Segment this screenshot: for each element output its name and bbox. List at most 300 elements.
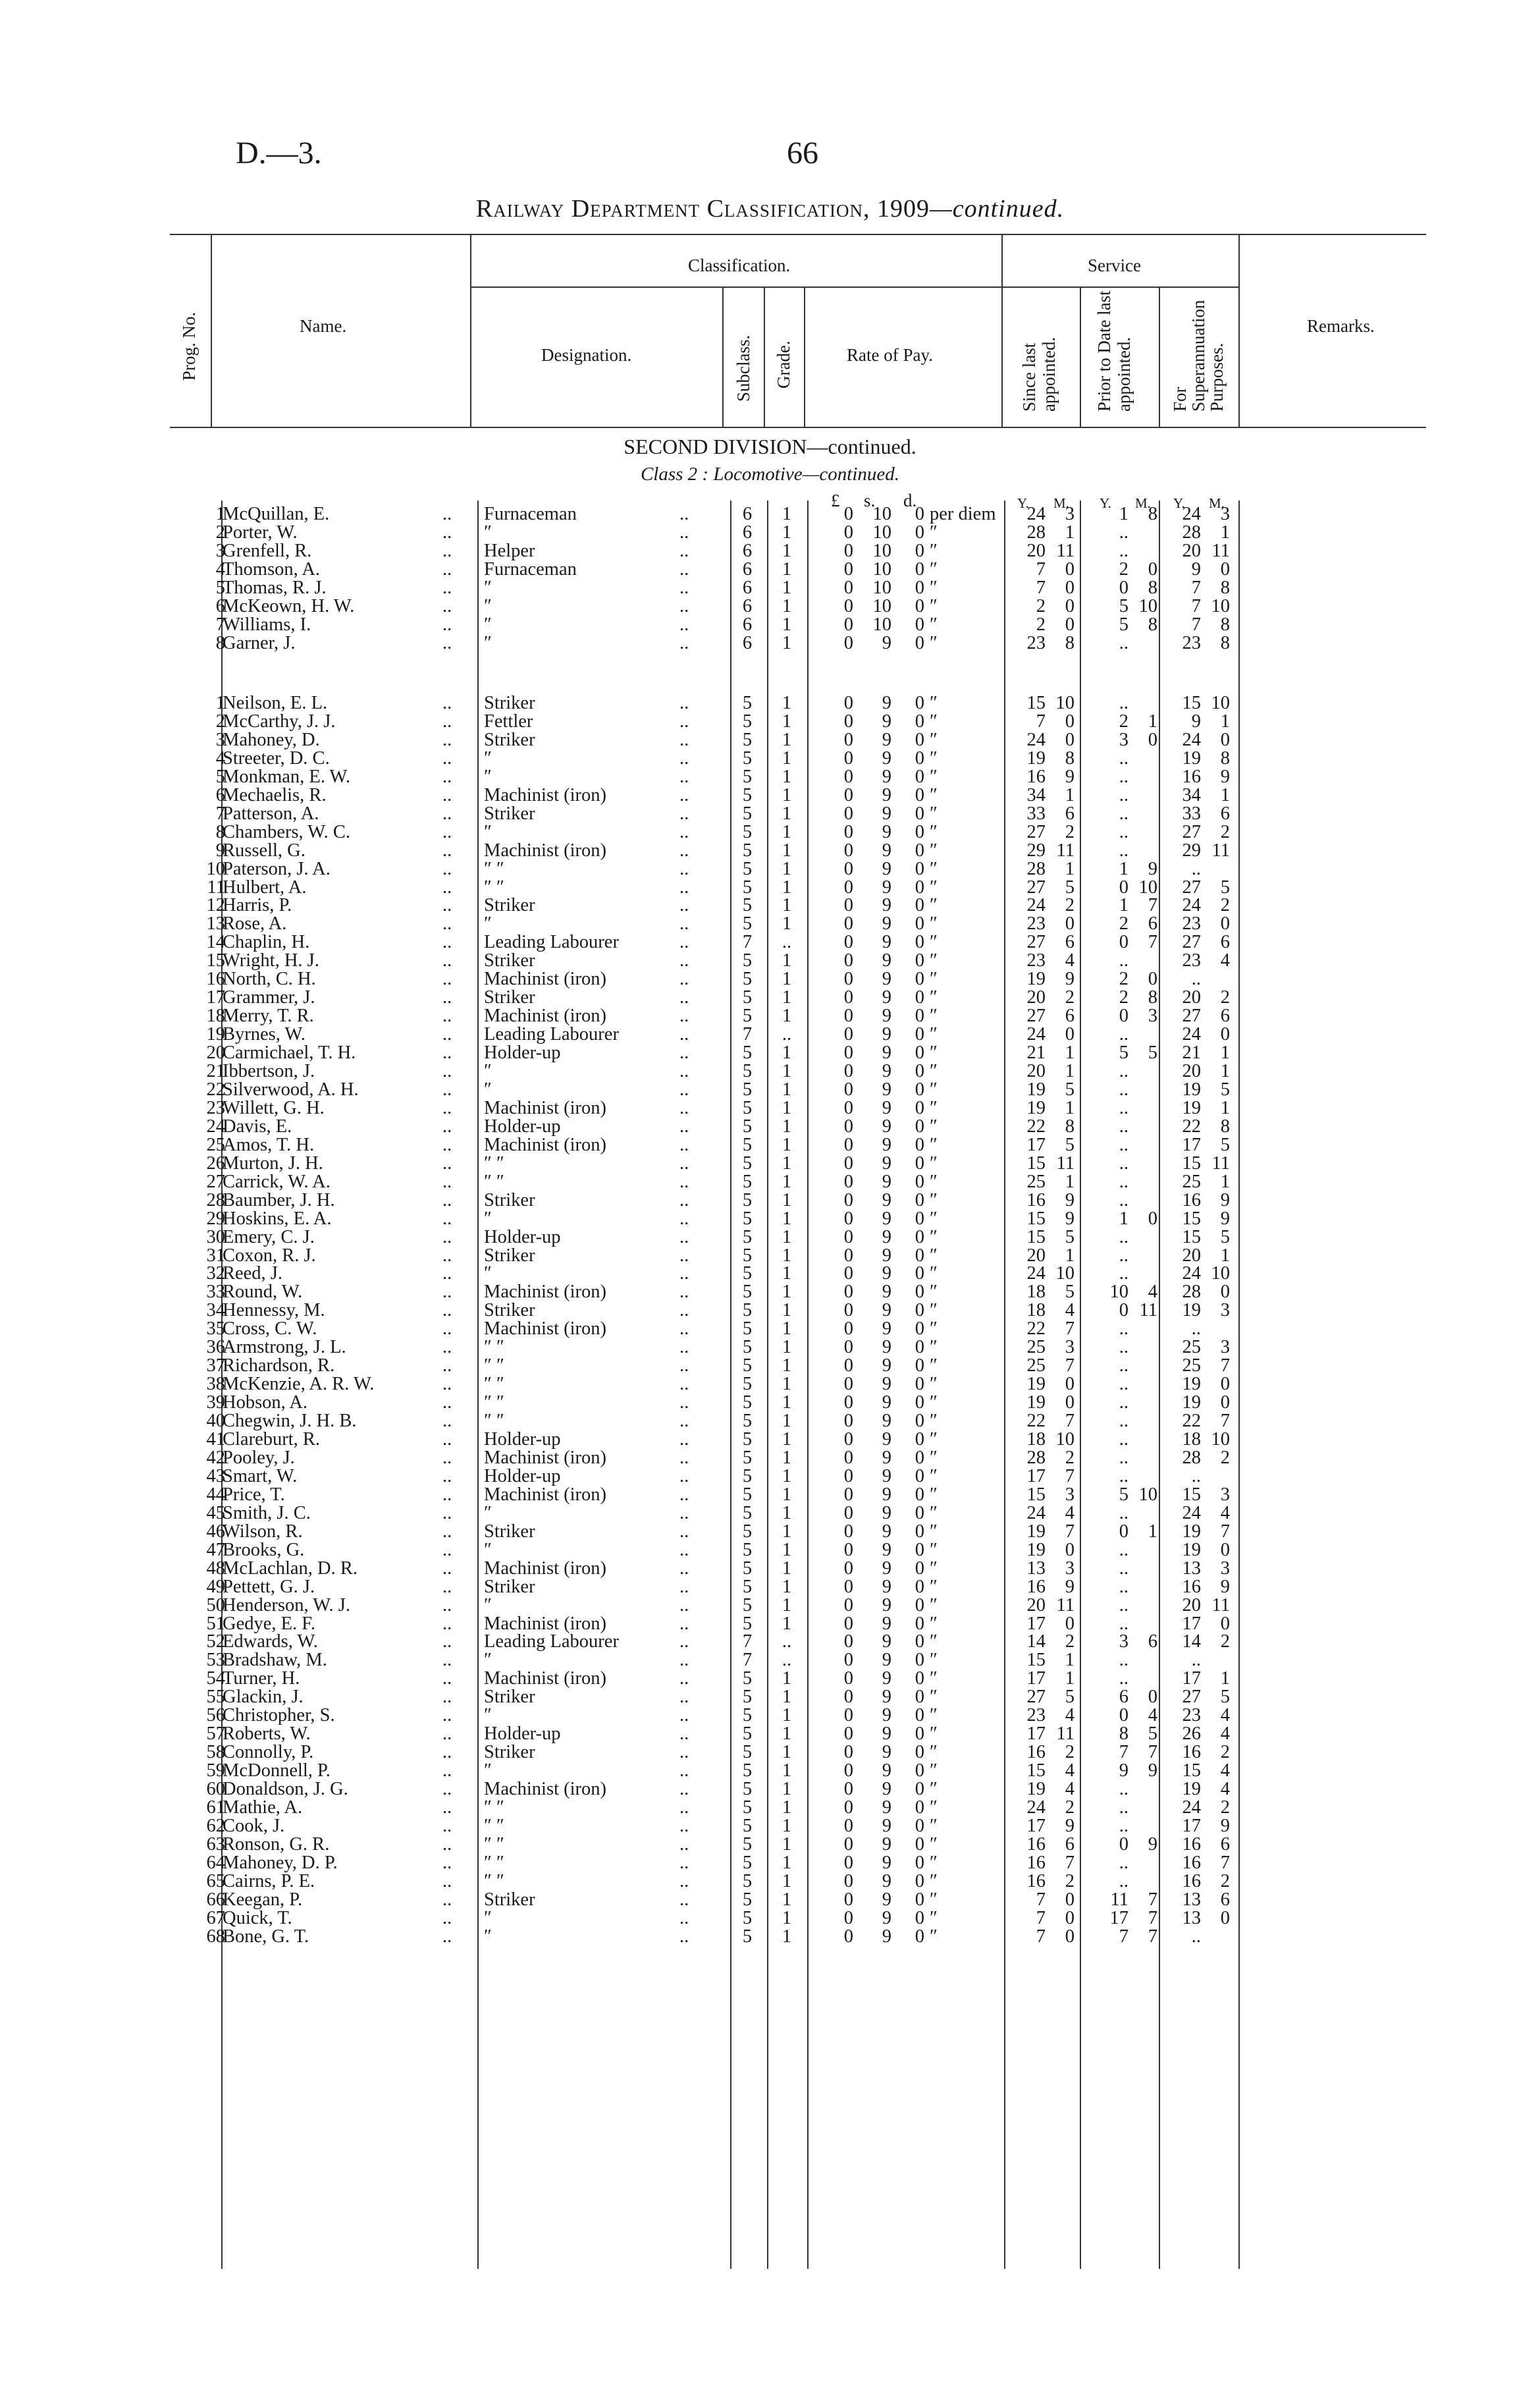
pay-shillings-cell: 9: [882, 1337, 891, 1358]
prior-months-cell: 11: [1139, 1300, 1157, 1321]
super-years-cell: 19: [1182, 1300, 1201, 1321]
name-cell: Richardson, R.: [223, 1355, 335, 1376]
prog-no-cell: 40: [206, 1411, 225, 1432]
since-years-cell: 16: [1026, 1189, 1046, 1210]
pay-pence-cell: 0: [915, 858, 924, 879]
pay-pounds-cell: 0: [843, 913, 853, 935]
prior-months-cell: 0: [1148, 1208, 1157, 1229]
pay-pence-cell: 0: [915, 693, 924, 713]
pay-period-cell: ″: [930, 1374, 938, 1395]
pay-shillings-cell: 9: [882, 766, 891, 787]
pay-period-cell: ″: [930, 821, 938, 842]
subclass-cell: 5: [742, 1594, 753, 1615]
name-cell: McKenzie, A. R. W.: [223, 1374, 375, 1395]
grade-cell: 1: [782, 1447, 792, 1468]
super-years-cell: 28: [1182, 522, 1201, 543]
since-years-cell: 22: [1026, 1411, 1046, 1432]
pay-pence-cell: 0: [915, 1392, 924, 1413]
pay-pounds-cell: 0: [843, 1613, 853, 1634]
designation-cell: ″: [484, 1705, 492, 1726]
leader-dots: ..: [442, 614, 452, 635]
super-months-cell: 2: [1220, 895, 1230, 916]
since-months-cell: 0: [1065, 558, 1075, 580]
grade-cell: 1: [782, 1668, 792, 1689]
prog-no-cell: 43: [206, 1465, 225, 1486]
prior-years-cell: ..: [1119, 1134, 1128, 1155]
grade-cell: 1: [782, 540, 792, 561]
leader-dots: ..: [442, 1116, 452, 1137]
since-years-cell: 16: [1026, 1870, 1046, 1891]
pay-pence-cell: 0: [915, 1043, 924, 1064]
name-cell: Ibbertson, J.: [223, 1061, 315, 1081]
name-cell: Hoskins, E. A.: [223, 1208, 332, 1229]
prior-years-cell: 17: [1109, 1907, 1128, 1928]
prior-years-cell: ..: [1119, 1318, 1128, 1340]
leader-dots: ..: [679, 877, 689, 898]
prior-months-cell: 5: [1148, 1043, 1157, 1064]
super-months-cell: 8: [1220, 1116, 1230, 1137]
since-months-cell: 11: [1056, 1594, 1075, 1615]
designation-cell: Striker: [484, 1742, 535, 1763]
col-superannuation: [1171, 286, 1227, 412]
leader-dots: ..: [442, 1926, 452, 1947]
super-years-cell: 19: [1182, 1392, 1201, 1413]
super-months-cell: 8: [1220, 632, 1230, 653]
super-years-cell: 15: [1182, 1153, 1201, 1174]
pay-period-cell: ″: [930, 1226, 938, 1247]
super-years-cell: 28: [1182, 1447, 1201, 1468]
since-months-cell: 11: [1056, 1153, 1075, 1174]
super-years-cell: ..: [1191, 969, 1201, 990]
name-cell: McDonnell, P.: [223, 1760, 331, 1781]
pay-shillings-cell: 10: [872, 595, 891, 616]
pay-pounds-cell: 0: [843, 747, 853, 769]
pay-pounds-cell: 0: [843, 693, 853, 713]
leader-dots: ..: [679, 1171, 689, 1192]
since-months-cell: 1: [1065, 858, 1075, 879]
grade-cell: 1: [782, 1411, 792, 1432]
name-cell: Carrick, W. A.: [223, 1171, 331, 1192]
since-years-cell: 20: [1026, 540, 1046, 561]
prior-years-cell: ..: [1119, 1263, 1128, 1284]
since-years-cell: 22: [1026, 1318, 1046, 1340]
super-months-cell: 5: [1220, 1226, 1230, 1247]
pay-shillings-cell: 9: [882, 1723, 891, 1745]
since-months-cell: 3: [1065, 1337, 1075, 1358]
pay-pounds-cell: 0: [843, 1374, 853, 1395]
super-years-cell: 19: [1182, 747, 1201, 769]
pay-shillings-cell: 9: [882, 693, 891, 713]
since-years-cell: 7: [1036, 577, 1046, 598]
super-months-cell: 1: [1220, 1245, 1230, 1266]
grade-cell: 1: [782, 693, 792, 713]
pay-pence-cell: 0: [915, 1613, 924, 1634]
prog-no-cell: 18: [206, 1006, 225, 1027]
leader-dots: ..: [442, 1705, 452, 1726]
since-years-cell: 27: [1026, 932, 1046, 953]
pay-pence-cell: 0: [915, 1134, 924, 1155]
pay-pence-cell: 0: [915, 803, 924, 824]
pay-shillings-cell: 9: [882, 1594, 891, 1615]
subclass-cell: 5: [742, 1558, 753, 1579]
pay-pounds-cell: 0: [843, 1889, 853, 1910]
pay-pence-cell: 0: [915, 1006, 924, 1027]
super-months-cell: 4: [1220, 950, 1230, 971]
since-years-cell: 24: [1026, 1263, 1046, 1284]
prior-years-cell: ..: [1119, 693, 1128, 713]
pay-shillings-cell: 9: [882, 1061, 891, 1081]
designation-cell: ″: [484, 1539, 492, 1560]
leader-dots: ..: [679, 1411, 689, 1432]
subclass-cell: 5: [742, 858, 753, 879]
name-cell: Silverwood, A. H.: [223, 1079, 359, 1100]
prior-years-cell: 0: [1119, 1006, 1128, 1027]
pay-shillings-cell: 9: [882, 1521, 891, 1542]
prog-no-cell: 4: [215, 747, 225, 769]
pay-pence-cell: 0: [915, 1852, 924, 1873]
name-cell: Mahoney, D. P.: [223, 1852, 338, 1873]
pay-pence-cell: 0: [915, 1521, 924, 1542]
super-months-cell: 9: [1220, 1576, 1230, 1597]
super-years-cell: 17: [1182, 1134, 1201, 1155]
grade-cell: 1: [782, 858, 792, 879]
prior-years-cell: ..: [1119, 1079, 1128, 1100]
since-months-cell: 0: [1065, 595, 1075, 616]
prog-no-cell: 32: [206, 1263, 225, 1284]
pay-pence-cell: 0: [915, 895, 924, 916]
since-months-cell: 3: [1065, 1484, 1075, 1505]
col-rate-of-pay: Rate of Pay.: [847, 345, 933, 365]
since-years-cell: 22: [1026, 1116, 1046, 1137]
subclass-cell: 5: [742, 895, 753, 916]
super-months-cell: 1: [1220, 1061, 1230, 1081]
subclass-cell: 5: [742, 1263, 753, 1284]
name-cell: Bone, G. T.: [223, 1926, 309, 1947]
pay-pence-cell: 0: [915, 1411, 924, 1432]
since-months-cell: 0: [1065, 1889, 1075, 1910]
unit-months-3: M.: [1209, 495, 1225, 511]
pay-shillings-cell: 9: [882, 895, 891, 916]
document-reference: D.—3.: [236, 136, 322, 171]
designation-cell: ″: [484, 1208, 492, 1229]
super-years-cell: 33: [1182, 803, 1201, 824]
leader-dots: ..: [679, 1576, 689, 1597]
prior-months-cell: 5: [1148, 1723, 1157, 1745]
subclass-cell: 5: [742, 1576, 753, 1597]
prior-years-cell: 0: [1119, 877, 1128, 898]
subclass-cell: 5: [742, 1079, 753, 1100]
grade-cell: 1: [782, 1337, 792, 1358]
since-years-cell: 17: [1026, 1723, 1046, 1745]
subclass-cell: 5: [742, 1282, 753, 1303]
subclass-cell: 5: [742, 1171, 753, 1192]
pay-shillings-cell: 9: [882, 1576, 891, 1597]
super-years-cell: 16: [1182, 766, 1201, 787]
leader-dots: ..: [442, 693, 452, 713]
since-months-cell: 1: [1065, 1097, 1075, 1118]
pay-pounds-cell: 0: [843, 1337, 853, 1358]
subclass-cell: 6: [742, 558, 753, 580]
prior-years-cell: ..: [1119, 1097, 1128, 1118]
super-years-cell: ..: [1191, 1650, 1201, 1671]
prior-months-cell: 1: [1148, 1521, 1157, 1542]
prog-no-cell: 67: [206, 1907, 225, 1928]
super-months-cell: 2: [1220, 1870, 1230, 1891]
super-months-cell: 2: [1220, 1797, 1230, 1818]
prog-no-cell: 49: [206, 1576, 225, 1597]
designation-cell: ″ ″: [484, 1171, 504, 1192]
prog-no-cell: 9: [215, 840, 225, 861]
designation-cell: ″ ″: [484, 1355, 504, 1376]
since-months-cell: 4: [1065, 1760, 1075, 1781]
grade-cell: ..: [782, 1024, 792, 1045]
pay-pence-cell: 0: [915, 1576, 924, 1597]
since-months-cell: 0: [1065, 1926, 1075, 1947]
designation-cell: Striker: [484, 693, 535, 713]
subclass-cell: 5: [742, 1153, 753, 1174]
designation-cell: Striker: [484, 1889, 535, 1910]
pay-pounds-cell: 0: [843, 1852, 853, 1873]
designation-cell: ″: [484, 1079, 492, 1100]
super-years-cell: 22: [1182, 1411, 1201, 1432]
name-cell: Clareburt, R.: [223, 1429, 321, 1450]
prog-no-cell: 60: [206, 1779, 225, 1800]
since-months-cell: 2: [1065, 821, 1075, 842]
pay-shillings-cell: 10: [872, 614, 891, 635]
prior-years-cell: 7: [1119, 1926, 1128, 1947]
prior-years-cell: ..: [1119, 766, 1128, 787]
leader-dots: ..: [442, 1447, 452, 1468]
grade-cell: 1: [782, 1594, 792, 1615]
pay-period-cell: ″: [930, 1171, 938, 1192]
grade-cell: 1: [782, 913, 792, 935]
super-years-cell: 16: [1182, 1742, 1201, 1763]
super-months-cell: 10: [1211, 693, 1230, 713]
name-cell: Roberts, W.: [223, 1723, 311, 1745]
prior-years-cell: ..: [1119, 540, 1128, 561]
subclass-cell: 5: [742, 1797, 753, 1818]
prior-months-cell: 10: [1138, 595, 1157, 616]
since-years-cell: 24: [1026, 1502, 1046, 1523]
super-years-cell: ..: [1191, 1926, 1201, 1947]
since-years-cell: 19: [1026, 1521, 1046, 1542]
leader-dots: ..: [679, 632, 689, 653]
super-years-cell: 27: [1182, 1687, 1201, 1708]
pay-shillings-cell: 10: [872, 504, 891, 524]
super-years-cell: 16: [1182, 1576, 1201, 1597]
leader-dots: ..: [442, 1043, 452, 1064]
name-cell: Glackin, J.: [223, 1687, 304, 1708]
leader-dots: ..: [442, 1870, 452, 1891]
pay-shillings-cell: 9: [882, 1484, 891, 1505]
since-years-cell: 18: [1026, 1429, 1046, 1450]
super-years-cell: 23: [1182, 950, 1201, 971]
super-years-cell: 7: [1191, 577, 1201, 598]
super-months-cell: 9: [1220, 1189, 1230, 1210]
name-cell: Williams, I.: [223, 614, 311, 635]
leader-dots: ..: [679, 1779, 689, 1800]
pay-period-cell: ″: [930, 913, 938, 935]
super-years-cell: 27: [1182, 932, 1201, 953]
leader-dots: ..: [442, 932, 452, 953]
subclass-cell: 6: [742, 540, 753, 561]
designation-cell: Leading Labourer: [484, 932, 619, 953]
leader-dots: ..: [679, 1097, 689, 1118]
pay-pounds-cell: 0: [843, 1429, 853, 1450]
pay-period-cell: ″: [930, 1043, 938, 1064]
pay-shillings-cell: 9: [882, 1153, 891, 1174]
grade-cell: 1: [782, 766, 792, 787]
grade-cell: 1: [782, 1171, 792, 1192]
prior-months-cell: 0: [1148, 729, 1157, 750]
name-cell: Mathie, A.: [223, 1797, 303, 1818]
subclass-cell: 5: [742, 1926, 753, 1947]
grade-cell: 1: [782, 1889, 792, 1910]
leader-dots: ..: [442, 1502, 452, 1523]
super-months-cell: 8: [1220, 747, 1230, 769]
designation-cell: Striker: [484, 1687, 535, 1708]
pay-shillings-cell: 9: [882, 1668, 891, 1689]
since-years-cell: 20: [1026, 1594, 1046, 1615]
since-months-cell: 6: [1065, 803, 1075, 824]
super-years-cell: 17: [1182, 1815, 1201, 1836]
subclass-cell: 5: [742, 1337, 753, 1358]
subclass-cell: 5: [742, 1465, 753, 1486]
prior-months-cell: 4: [1148, 1705, 1157, 1726]
leader-dots: ..: [442, 1687, 452, 1708]
since-years-cell: 15: [1026, 1153, 1046, 1174]
pay-pence-cell: 0: [915, 821, 924, 842]
since-years-cell: 15: [1026, 1650, 1046, 1671]
super-months-cell: 1: [1220, 522, 1230, 543]
pay-pounds-cell: 0: [843, 1245, 853, 1266]
prog-no-cell: 14: [206, 932, 225, 953]
pay-period-cell: ″: [930, 877, 938, 898]
super-years-cell: 19: [1182, 1539, 1201, 1560]
pay-pence-cell: 0: [915, 1208, 924, 1229]
subclass-cell: 5: [742, 1226, 753, 1247]
prior-years-cell: ..: [1119, 1779, 1128, 1800]
designation-cell: ″: [484, 766, 492, 787]
pay-pounds-cell: 0: [843, 987, 853, 1008]
since-months-cell: 11: [1056, 1723, 1075, 1745]
grade-cell: 1: [782, 1318, 792, 1340]
name-cell: Grenfell, R.: [223, 540, 312, 561]
designation-cell: ″ ″: [484, 1411, 504, 1432]
col-since-last-text: Since last appointed.: [1019, 337, 1059, 412]
grade-cell: 1: [782, 1484, 792, 1505]
leader-dots: ..: [679, 577, 689, 598]
pay-pounds-cell: 0: [843, 1668, 853, 1689]
since-years-cell: 7: [1036, 1907, 1046, 1928]
leader-dots: ..: [679, 1392, 689, 1413]
subclass-cell: 5: [742, 729, 753, 750]
grade-cell: 1: [782, 1006, 792, 1027]
name-cell: McLachlan, D. R.: [223, 1558, 358, 1579]
grade-cell: 1: [782, 784, 792, 805]
prior-months-cell: 7: [1148, 1907, 1157, 1928]
pay-pounds-cell: 0: [843, 577, 853, 598]
since-years-cell: 23: [1026, 1705, 1046, 1726]
name-cell: Russell, G.: [223, 840, 305, 861]
prog-no-cell: 36: [206, 1337, 225, 1358]
since-months-cell: 7: [1065, 1465, 1075, 1486]
pay-pounds-cell: 0: [843, 1282, 853, 1303]
pay-shillings-cell: 9: [882, 1411, 891, 1432]
designation-cell: Machinist (iron): [484, 1613, 607, 1634]
designation-cell: Machinist (iron): [484, 1668, 607, 1689]
leader-dots: ..: [679, 1870, 689, 1891]
pay-shillings-cell: 9: [882, 711, 891, 732]
pay-pounds-cell: 0: [843, 1097, 853, 1118]
subclass-cell: 5: [742, 913, 753, 935]
name-cell: Ronson, G. R.: [223, 1833, 330, 1855]
pay-pounds-cell: 0: [843, 1006, 853, 1027]
prior-years-cell: ..: [1119, 784, 1128, 805]
super-months-cell: 6: [1220, 1833, 1230, 1855]
since-months-cell: 7: [1065, 1411, 1075, 1432]
super-months-cell: 10: [1211, 1263, 1230, 1284]
pay-shillings-cell: 9: [882, 1870, 891, 1891]
since-years-cell: 24: [1026, 1797, 1046, 1818]
leader-dots: ..: [679, 1833, 689, 1855]
pay-period-cell: ″: [930, 803, 938, 824]
since-years-cell: 15: [1026, 1226, 1046, 1247]
since-months-cell: 1: [1065, 1668, 1075, 1689]
super-months-cell: 6: [1220, 1006, 1230, 1027]
prog-no-cell: 26: [206, 1153, 225, 1174]
pay-pounds-cell: 0: [843, 1779, 853, 1800]
pay-pounds-cell: 0: [843, 1870, 853, 1891]
since-months-cell: 4: [1065, 1300, 1075, 1321]
leader-dots: ..: [679, 1631, 689, 1652]
pay-period-cell: ″: [930, 1521, 938, 1542]
leader-dots: ..: [679, 1742, 689, 1763]
col-service: Service: [1088, 256, 1141, 275]
leader-dots: ..: [442, 1484, 452, 1505]
leader-dots: ..: [679, 1116, 689, 1137]
pay-pounds-cell: 0: [843, 632, 853, 653]
grade-cell: 1: [782, 1502, 792, 1523]
designation-cell: Striker: [484, 1521, 535, 1542]
since-months-cell: 0: [1065, 577, 1075, 598]
super-months-cell: 3: [1220, 1558, 1230, 1579]
since-months-cell: 9: [1065, 1815, 1075, 1836]
leader-dots: ..: [442, 577, 452, 598]
pay-pence-cell: 0: [915, 1024, 924, 1045]
prog-no-cell: 15: [206, 950, 225, 971]
prog-no-cell: 7: [215, 614, 225, 635]
designation-cell: Striker: [484, 803, 535, 824]
subclass-cell: 5: [742, 1705, 753, 1726]
super-years-cell: 20: [1182, 1594, 1201, 1615]
since-months-cell: 7: [1065, 1318, 1075, 1340]
prog-no-cell: 61: [206, 1797, 225, 1818]
leader-dots: ..: [679, 1484, 689, 1505]
super-months-cell: 8: [1220, 577, 1230, 598]
pay-pounds-cell: 0: [843, 1411, 853, 1432]
leader-dots: ..: [442, 821, 452, 842]
since-months-cell: 1: [1065, 1043, 1075, 1064]
name-cell: Murton, J. H.: [223, 1153, 323, 1174]
prog-no-cell: 51: [206, 1613, 225, 1634]
pay-pence-cell: 0: [915, 1171, 924, 1192]
leader-dots: ..: [442, 711, 452, 732]
pay-shillings-cell: 9: [882, 1889, 891, 1910]
pay-period-cell: ″: [930, 1613, 938, 1634]
since-years-cell: 19: [1026, 1374, 1046, 1395]
name-cell: Round, W.: [223, 1282, 303, 1303]
